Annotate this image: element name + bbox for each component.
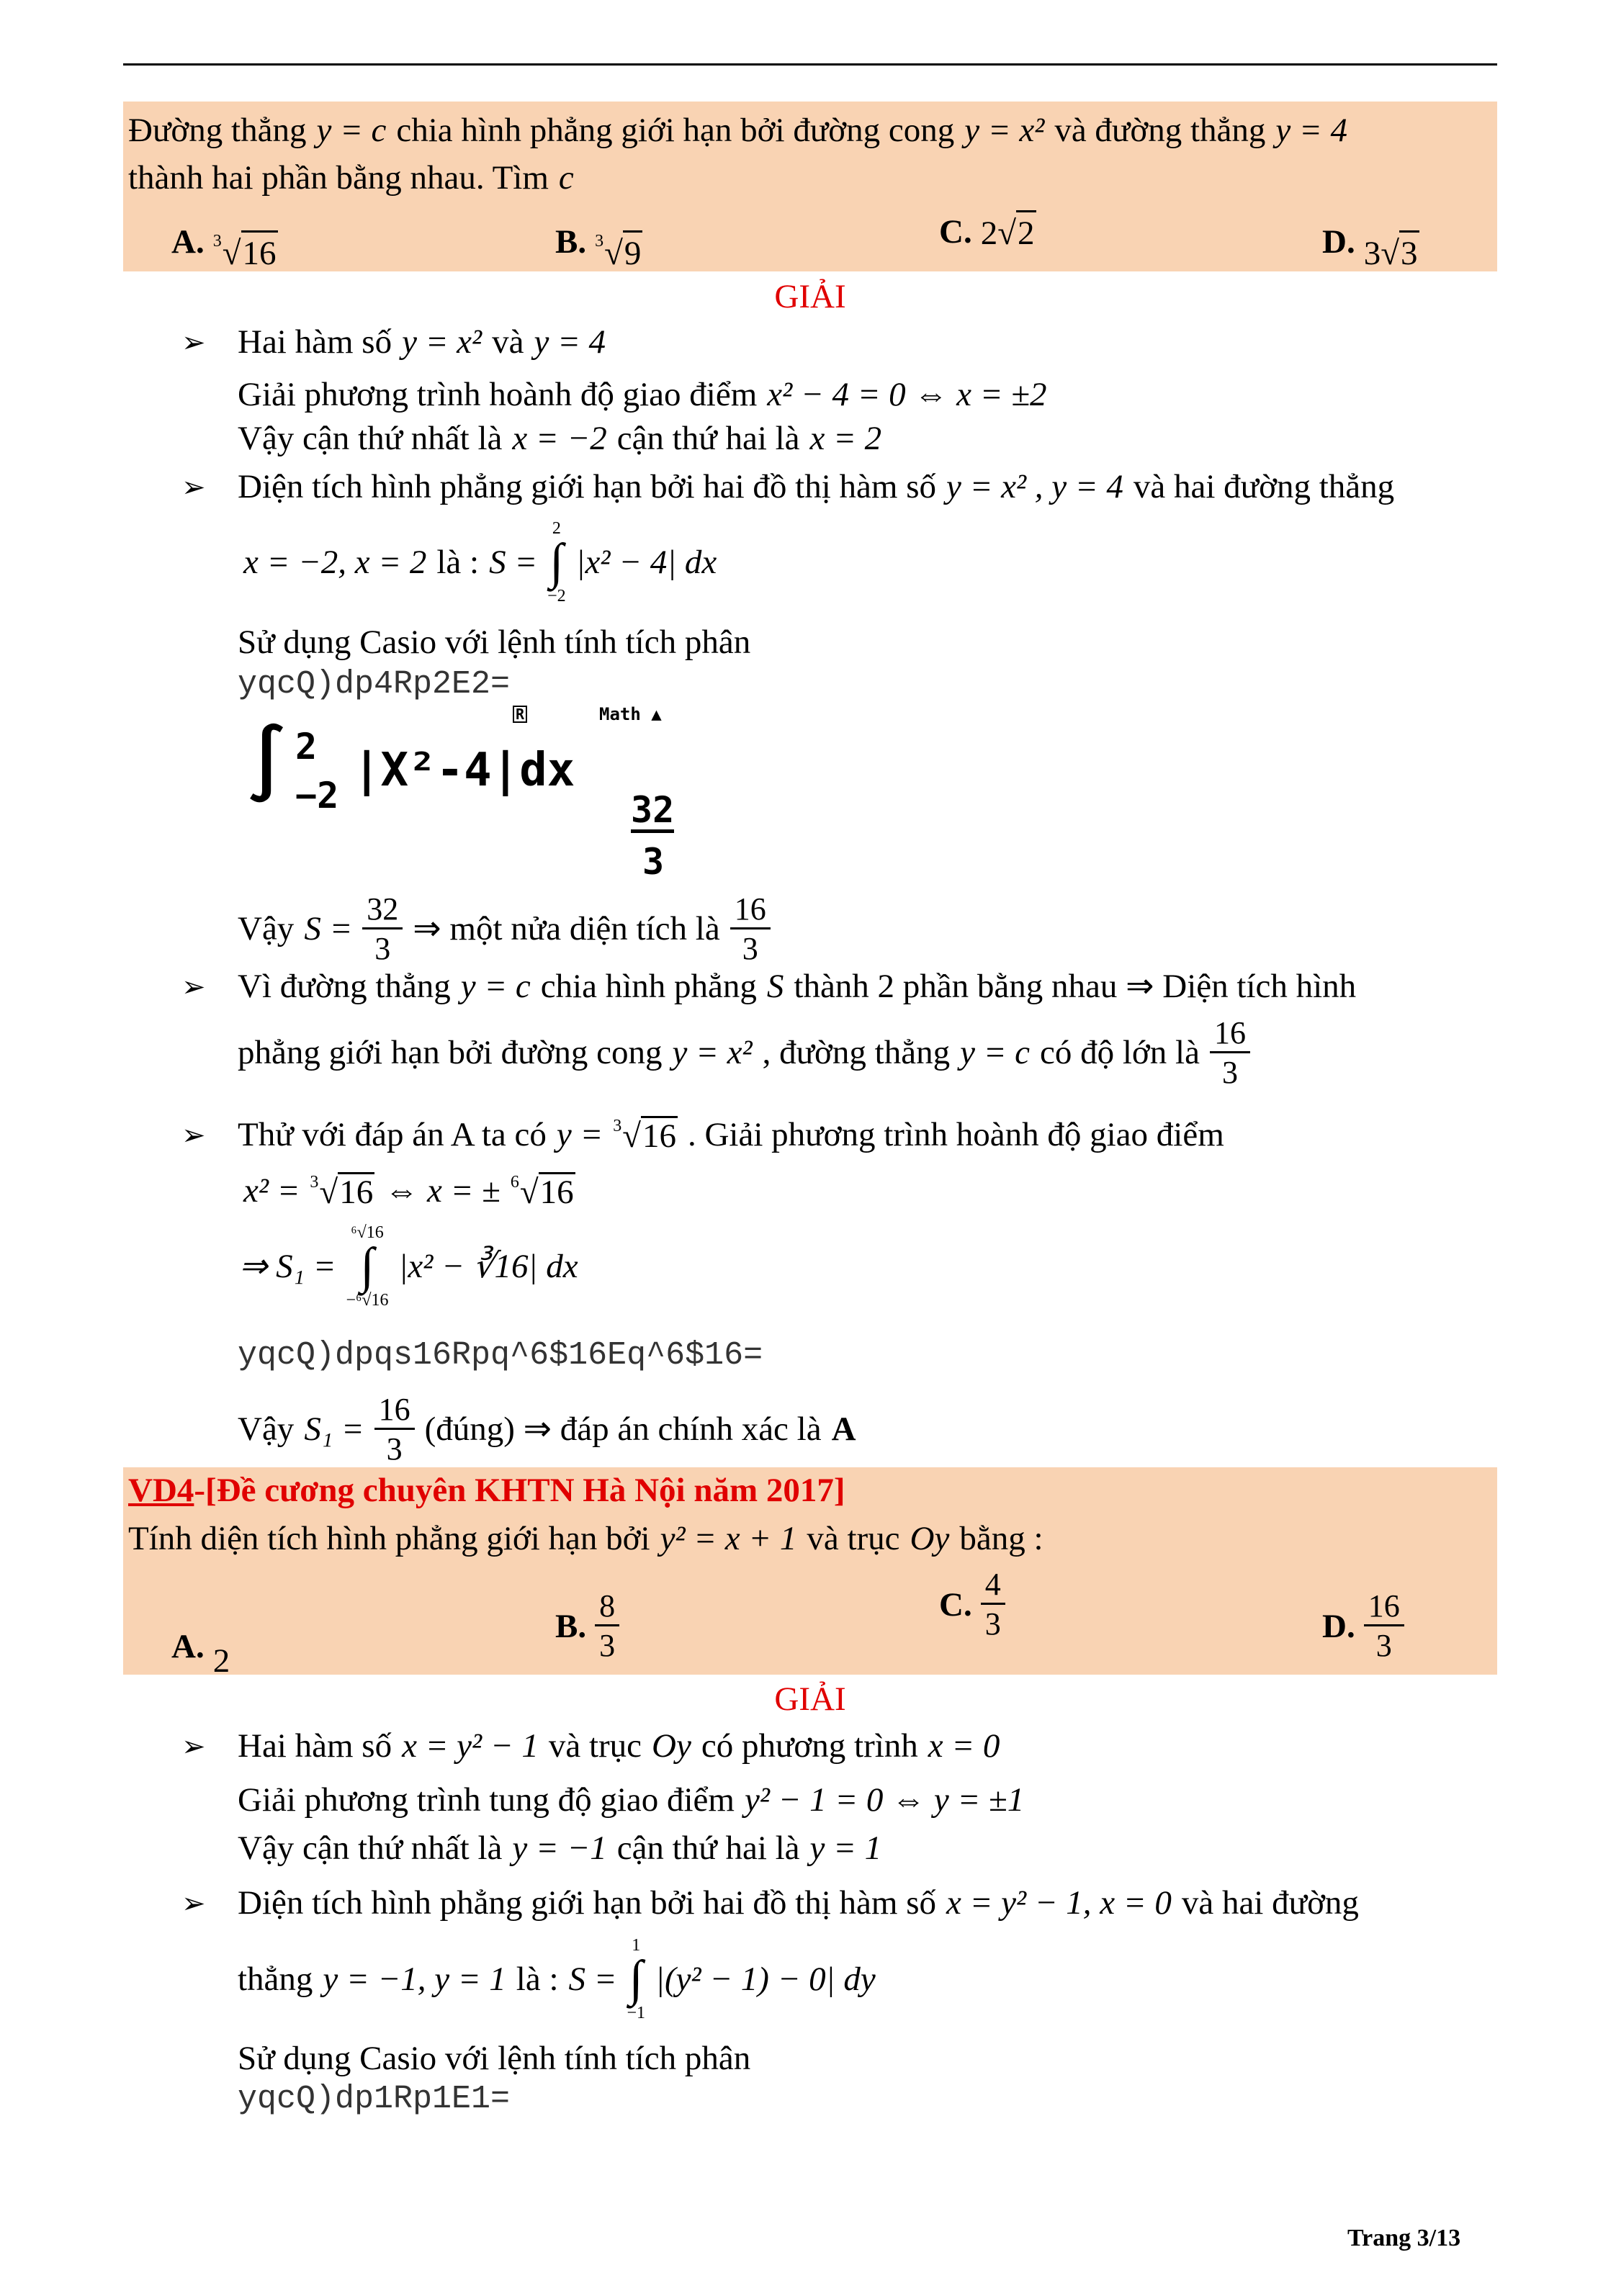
solution-1-line: [238, 422, 881, 456]
radicand: 3: [1399, 230, 1419, 273]
calc-expression: |X²-4|dx: [353, 744, 575, 797]
bullet-arrow-icon: ➢: [181, 1119, 206, 1151]
solution-1-line: [243, 1172, 575, 1210]
math: y = −1, y = 1: [323, 1960, 506, 1998]
solution-2-line: [238, 1886, 1359, 1920]
solution-heading: GIẢI: [774, 1680, 846, 1718]
root: 3 √ 3: [1364, 230, 1419, 273]
text: và đường thẳng: [1054, 112, 1266, 149]
calc-indicator-r: R: [513, 706, 527, 723]
text: ⇒ một nửa diện tích là: [413, 910, 720, 948]
math: S: [766, 968, 784, 1005]
math: y² = x + 1: [660, 1520, 797, 1557]
casio-instruction: Sử dụng Casio với lệnh tính tích phân: [238, 2040, 751, 2077]
coefficient: 3: [1363, 235, 1381, 272]
option-a[interactable]: [171, 1613, 230, 1680]
denominator: 3: [599, 1628, 616, 1664]
casio-keystrokes: yqcQ)dp1Rp1E1=: [238, 2081, 511, 2117]
option-label: A.: [171, 1628, 205, 1665]
math: y = c: [460, 968, 531, 1005]
math: c: [558, 159, 574, 197]
option-label: B.: [555, 1607, 587, 1645]
problem-1-line-1: [128, 114, 1347, 148]
radicand: 16: [241, 230, 278, 273]
solution-heading: GIẢI: [774, 278, 846, 315]
bullet-arrow-icon: ➢: [181, 1887, 206, 1919]
math: x = −2: [512, 420, 607, 457]
numerator: 16: [1210, 1017, 1250, 1053]
math: y = x²: [402, 323, 482, 361]
root-index: 3: [310, 1173, 319, 1192]
numerator: 32: [362, 893, 403, 929]
text: và: [492, 323, 524, 361]
option-b[interactable]: [555, 210, 642, 273]
solution-1-line: [238, 470, 1394, 504]
problem-2-line: [128, 1522, 1043, 1556]
calc-indicator-math: Math ▲: [599, 704, 662, 724]
fraction: [595, 1590, 619, 1662]
calc-integral-icon: ∫: [245, 721, 289, 805]
option-c[interactable]: [939, 210, 1036, 253]
text: là :: [516, 1960, 559, 1998]
math: S =: [304, 910, 353, 948]
integrand: |x² − 4| dx: [575, 543, 717, 581]
lower-limit: −⁶√16: [346, 1291, 389, 1310]
option-a[interactable]: [171, 210, 278, 273]
solution-2-line: [238, 1783, 1024, 1817]
text: chia hình phẳng: [540, 968, 757, 1005]
text: cận thứ hai là: [616, 420, 800, 457]
solution-1-line: [238, 893, 771, 965]
numerator: 16: [1364, 1590, 1404, 1626]
problem-tag: VD4: [128, 1472, 194, 1509]
numerator: 8: [595, 1590, 619, 1626]
integral-sign-icon: ∫: [360, 1238, 374, 1294]
radicand: 9: [623, 230, 643, 273]
math: ⇔ x = ±: [385, 1171, 500, 1210]
text: và hai đường thẳng: [1133, 468, 1395, 505]
answer: A: [831, 1410, 856, 1449]
math: ⇒ S₁ =: [239, 1247, 336, 1285]
option-b[interactable]: [555, 1590, 619, 1662]
text: là :: [436, 543, 480, 581]
problem-1-line-2: [128, 161, 574, 195]
casio-keystrokes: yqcQ)dpqs16Rpq^6$16Eq^6$16=: [238, 1337, 763, 1374]
upper-limit: 1: [632, 1936, 641, 1955]
text: và trục: [548, 1727, 642, 1765]
math: S₁ =: [304, 1410, 364, 1449]
integrand: |(y² − 1) − 0| dy: [655, 1960, 876, 1998]
fraction: [981, 1568, 1005, 1641]
math: y = 1: [809, 1829, 882, 1867]
solution-1-integral-line: [239, 1224, 578, 1309]
casio-keystrokes: yqcQ)dp4Rp2E2=: [238, 666, 511, 703]
math: x² =: [243, 1171, 300, 1210]
text: (đúng) ⇒ đáp án chính xác là: [424, 1410, 822, 1449]
math: y = 4: [1275, 112, 1347, 149]
problem-2-title: [128, 1474, 845, 1508]
numerator: 16: [730, 893, 771, 929]
text: . Giải phương trình hoành độ giao điểm: [687, 1115, 1224, 1153]
text: có phương trình: [701, 1727, 918, 1765]
calc-lower-limit: −2: [295, 775, 339, 816]
root: 2 √ 2: [981, 210, 1036, 253]
text: thành 2 phần bằng nhau ⇒ Diện tích hình: [794, 968, 1357, 1005]
radicand: 16: [339, 1174, 374, 1211]
numerator: 4: [981, 1568, 1005, 1605]
lower-limit: −2: [547, 587, 566, 605]
radicand: 16: [642, 1117, 676, 1155]
radicand: 16: [539, 1174, 574, 1211]
option-c[interactable]: [939, 1568, 1005, 1641]
math: x = 2: [809, 420, 882, 457]
option-label: D.: [1322, 222, 1355, 261]
root-index: 3: [613, 1117, 622, 1135]
text: Hai hàm số: [238, 323, 392, 361]
fraction: [362, 893, 403, 965]
solution-2-integral-line: [238, 1937, 876, 2022]
problem-source: -[Đề cương chuyên KHTN Hà Nội năm 2017]: [194, 1472, 845, 1509]
text: , đường thẳng: [762, 1034, 951, 1072]
denominator: 3: [742, 931, 758, 967]
denominator: 3: [1221, 1055, 1238, 1091]
bullet-arrow-icon: ➢: [181, 471, 206, 503]
text: Hai hàm số: [238, 1727, 392, 1765]
math: x = y² − 1, x = 0: [946, 1884, 1172, 1922]
denominator: 3: [374, 931, 391, 967]
lower-limit: −1: [627, 2004, 646, 2022]
text: Đường thẳng: [128, 112, 307, 149]
option-label: D.: [1322, 1607, 1355, 1645]
root-index: 3: [212, 232, 222, 251]
math: y =: [556, 1115, 603, 1153]
root-index: 3: [595, 232, 604, 251]
text: Vì đường thẳng: [238, 968, 451, 1005]
header-rule: [123, 63, 1497, 66]
bullet-arrow-icon: ➢: [181, 1730, 206, 1762]
math: y = x²: [964, 112, 1045, 149]
text: chia hình phẳng giới hạn bởi đường cong: [396, 112, 955, 149]
numerator: 16: [374, 1393, 415, 1430]
math: y² − 1 = 0 ⇔ y = ±1: [744, 1781, 1025, 1819]
option-label: B.: [555, 222, 587, 261]
math: x² − 4 = 0 ⇔ x = ±2: [767, 376, 1047, 413]
denominator: 3: [386, 1431, 403, 1467]
text: thẳng: [238, 1960, 313, 1998]
integrand: |x² − ∛16| dx: [398, 1247, 578, 1285]
root: 3 √ 16: [613, 1117, 676, 1155]
denominator: 3: [1375, 1628, 1392, 1664]
integral: [346, 1224, 388, 1309]
solution-1-line: [238, 1116, 1224, 1153]
root: 6 √ 16: [510, 1173, 574, 1211]
solution-1-line: [238, 1017, 1250, 1089]
text: thành hai phần bằng nhau. Tìm: [128, 159, 549, 197]
integral: [547, 520, 566, 605]
math: y = c: [316, 112, 387, 149]
radicand: 2: [1016, 210, 1036, 253]
option-value: 2: [212, 1642, 230, 1680]
calc-result-denominator: 3: [642, 841, 665, 883]
text: Vậy: [238, 1410, 295, 1449]
math: S =: [568, 1960, 617, 1998]
math: x = −2, x = 2: [243, 543, 427, 581]
solution-1-line: [238, 378, 1047, 412]
option-label: C.: [939, 1585, 972, 1624]
text: Thử với đáp án A ta có: [238, 1115, 547, 1153]
math: x = 0: [928, 1727, 1000, 1765]
math: y = x²: [672, 1034, 753, 1072]
text: Diện tích hình phẳng giới hạn bởi hai đồ thị hàm số: [238, 1884, 936, 1922]
page-number: Trang 3/13: [1347, 2225, 1461, 2251]
coefficient: 2: [980, 215, 998, 252]
fraction: [730, 893, 771, 965]
solution-1-integral-line: [243, 520, 717, 605]
text: Diện tích hình phẳng giới hạn bởi hai đồ thị hàm số: [238, 468, 936, 505]
option-label: C.: [939, 212, 972, 251]
denominator: 3: [984, 1606, 1001, 1642]
text: Vậy: [238, 910, 295, 948]
solution-1-line: [238, 1393, 856, 1466]
fraction: [1364, 1590, 1404, 1662]
option-d[interactable]: [1322, 1590, 1404, 1662]
bullet-arrow-icon: ➢: [181, 971, 206, 1003]
root-index: 6: [510, 1173, 519, 1192]
math: y = c: [960, 1034, 1031, 1072]
integral-sign-icon: ∫: [629, 1951, 643, 2007]
solution-2-line: [238, 1829, 882, 1867]
solution-2-line: [238, 1729, 1000, 1763]
text: có độ lớn là: [1040, 1034, 1200, 1072]
root: 3 √ 9: [595, 232, 642, 272]
math: Oy: [652, 1727, 691, 1765]
option-d[interactable]: [1322, 210, 1419, 273]
text: Tính diện tích hình phẳng giới hạn bởi: [128, 1520, 650, 1557]
bullet-arrow-icon: ➢: [181, 326, 206, 359]
math: S =: [489, 543, 538, 581]
root: 3 √ 16: [212, 232, 277, 272]
math: x = y² − 1: [402, 1727, 539, 1765]
math: Oy: [910, 1520, 950, 1557]
fraction: [1210, 1017, 1250, 1089]
upper-limit: 2: [552, 519, 561, 538]
integral-sign-icon: ∫: [549, 534, 564, 590]
text: Giải phương trình tung độ giao điểm: [238, 1781, 735, 1819]
text: Vậy cận thứ nhất là: [238, 420, 503, 457]
root: 3 √ 16: [310, 1173, 374, 1211]
math: y = 4: [534, 323, 606, 361]
math: y = x² , y = 4: [946, 468, 1123, 505]
upper-limit: ⁶√16: [351, 1223, 384, 1242]
text: và trục: [807, 1520, 900, 1557]
option-label: A.: [171, 222, 205, 261]
text: bằng :: [959, 1520, 1043, 1557]
text: và hai đường: [1181, 1884, 1359, 1922]
text: cận thứ hai là: [616, 1829, 800, 1867]
text: Giải phương trình hoành độ giao điểm: [238, 376, 758, 413]
text: Vậy cận thứ nhất là: [238, 1829, 503, 1867]
fraction: [374, 1393, 415, 1466]
text: phẳng giới hạn bởi đường cong: [238, 1034, 663, 1072]
math: y = −1: [512, 1829, 607, 1867]
casio-instruction: Sử dụng Casio với lệnh tính tích phân: [238, 623, 751, 661]
calc-upper-limit: 2: [295, 726, 318, 767]
calc-result-numerator: 32: [631, 792, 674, 833]
integral: [627, 1937, 646, 2022]
solution-1-line: [238, 325, 606, 359]
solution-1-line: [238, 970, 1356, 1004]
